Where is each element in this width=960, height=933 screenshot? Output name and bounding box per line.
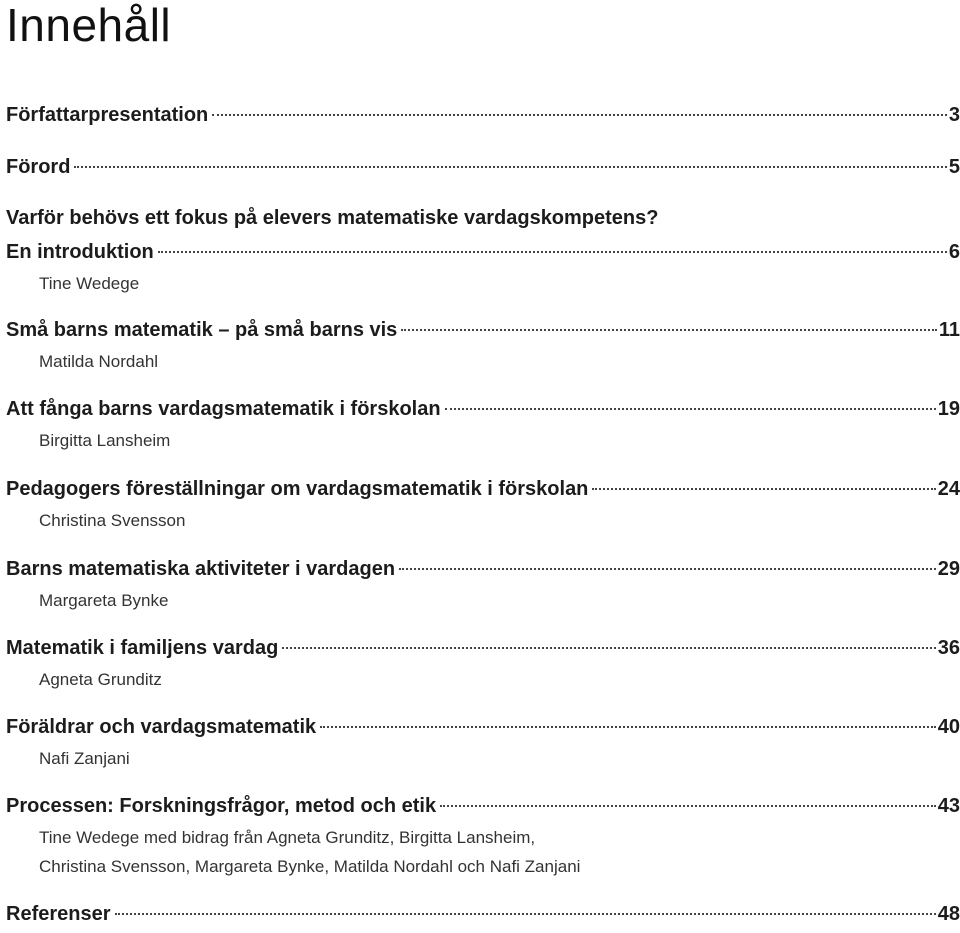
toc-title-line[interactable]: [6, 558, 960, 588]
toc-title-line[interactable]: [6, 637, 960, 667]
toc-title-line[interactable]: [6, 903, 960, 933]
dot-leader: [440, 805, 936, 807]
toc-entry-title: Referenser: [6, 903, 111, 925]
toc-author: Agneta Grunditz: [39, 670, 162, 689]
toc-author: Tine Wedege: [39, 274, 140, 293]
dot-leader: [592, 488, 935, 490]
toc-entry-title: Att fånga barns vardagsmatematik i förskolan: [6, 398, 441, 420]
dot-leader: [320, 726, 936, 728]
toc-title-line[interactable]: [6, 716, 960, 746]
toc-author: Christina Svensson: [39, 511, 186, 530]
toc-entry: [6, 637, 960, 696]
toc-entry: [6, 207, 960, 300]
toc-entry-title: En introduktion: [6, 241, 154, 263]
dot-leader: [115, 913, 936, 915]
toc-entry: [6, 558, 960, 617]
dot-leader: [445, 408, 936, 410]
toc-author: Matilda Nordahl: [39, 352, 159, 371]
toc-page-number: 19: [937, 398, 960, 420]
toc-entry-title: Processen: Forskningsfrågor, metod och etik: [6, 795, 437, 817]
toc-title-line[interactable]: [6, 319, 960, 349]
toc-page-number: 40: [937, 716, 960, 738]
toc-author: Nafi Zanjani: [39, 749, 130, 768]
toc-page-number: 11: [938, 319, 960, 341]
toc-page-number: 36: [937, 637, 960, 659]
dot-leader: [399, 568, 936, 570]
toc-page-number: 3: [948, 104, 960, 126]
dot-leader: [401, 329, 937, 331]
toc-author: Tine Wedege med bidrag från Agneta Grunditz, Birgitta Lansheim,: [39, 828, 536, 847]
toc-author: Margareta Bynke: [39, 591, 169, 610]
toc-entry-title: Författarpresentation: [6, 104, 209, 126]
toc-title-line[interactable]: [6, 104, 960, 134]
toc-page-number: 29: [937, 558, 960, 580]
toc-page-number: 6: [948, 241, 960, 263]
toc-entry: [6, 795, 960, 883]
toc-title-line[interactable]: [6, 478, 960, 508]
toc-page-number: 24: [937, 478, 960, 500]
dot-leader: [212, 114, 947, 116]
toc-page-number: 5: [948, 156, 960, 178]
toc-entry-title: Förord: [6, 156, 71, 178]
toc-entry-title: Matematik i familjens vardag: [6, 637, 279, 659]
toc-entry: [6, 903, 960, 933]
toc-entry: [6, 319, 960, 378]
toc-title-line[interactable]: [6, 241, 960, 271]
dot-leader: [282, 647, 935, 649]
toc-title-line-first[interactable]: [6, 207, 960, 237]
toc-entry: [6, 478, 960, 537]
toc-author: Birgitta Lansheim: [39, 431, 171, 450]
toc-title-line[interactable]: [6, 156, 960, 186]
toc-entry: [6, 156, 960, 186]
toc-page-number: 48: [937, 903, 960, 925]
toc-entry: [6, 716, 960, 775]
toc-entry-title: Föräldrar och vardagsmatematik: [6, 716, 317, 738]
dot-leader: [74, 166, 946, 168]
toc-page-number: 43: [937, 795, 960, 817]
toc-entry: [6, 398, 960, 457]
toc-entry-title: Barns matematiska aktiviteter i vardagen: [6, 558, 396, 580]
toc-title-line[interactable]: [6, 795, 960, 825]
toc-entry-title: Varför behövs ett fokus på elevers matematiske vardagskompetens?: [6, 207, 659, 229]
toc-entry-title: Pedagogers föreställningar om vardagsmatematik i förskolan: [6, 478, 589, 500]
toc-entry-title: Små barns matematik – på små barns vis: [6, 319, 398, 341]
page-title: Innehåll: [6, 0, 172, 51]
toc-title-line[interactable]: [6, 398, 960, 428]
toc-author: Christina Svensson, Margareta Bynke, Matilda Nordahl och Nafi Zanjani: [39, 857, 581, 876]
toc-entry: [6, 104, 960, 134]
dot-leader: [158, 251, 947, 253]
